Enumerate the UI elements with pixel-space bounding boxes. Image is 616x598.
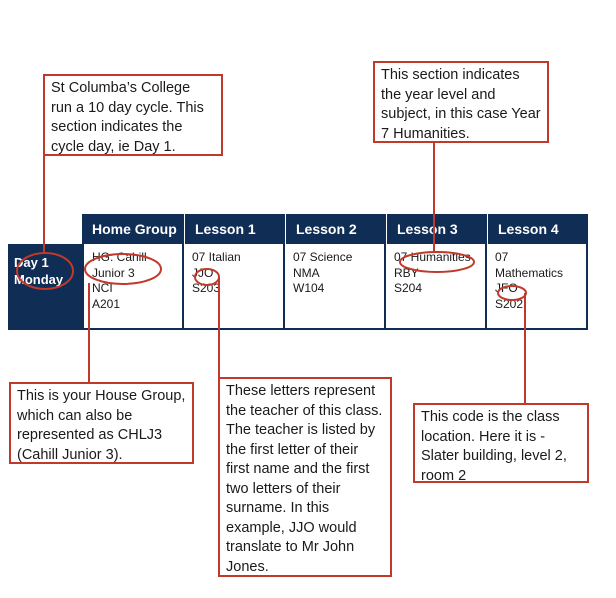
cell-lesson-4 (487, 244, 588, 330)
day-number: Day 1 (14, 255, 49, 270)
lesson-4-room: S202 (495, 296, 524, 311)
cell-lesson-3 (386, 244, 487, 330)
callout-cycle-day: St Columba’s College run a 10 day cycle. This section indicates the cycle day, ie Day 1. (43, 74, 223, 156)
header-lesson-3: Lesson 3 (386, 214, 487, 244)
lesson-2-subject: 07 Science (293, 250, 353, 264)
day-cell (8, 244, 82, 330)
home-group-room: A201 (92, 296, 121, 311)
lesson-4-subject: 07 Mathematics (495, 250, 564, 280)
lesson-2-teacher: NMA (293, 265, 320, 280)
lesson-1-teacher: JJO (192, 265, 214, 280)
lesson-3-room: S204 (394, 281, 423, 295)
cell-home-group (82, 244, 184, 330)
lesson-3-teacher: RBY (394, 265, 419, 280)
lesson-3-subject: 07 Humanities (394, 250, 471, 264)
header-lesson-4: Lesson 4 (487, 214, 588, 244)
home-group-level: Junior 3 (92, 265, 135, 280)
home-group-teacher: NCI (92, 281, 113, 295)
callout-location: This code is the class location. Here it is - Slater building, level 2, room 2 (413, 403, 589, 483)
lesson-4-teacher: JFO (495, 281, 518, 295)
lesson-2-room: W104 (293, 281, 325, 295)
callout-teacher: These letters represent the teacher of this class. The teacher is listed by the first letter of their first name and the first two letters of their surname. In this example, JJO would translate to Mr John Jones. (218, 377, 392, 577)
lesson-1-subject: 07 Italian (192, 250, 241, 264)
header-lesson-1: Lesson 1 (184, 214, 285, 244)
cell-lesson-1 (184, 244, 285, 330)
home-group-name: HG: Cahill (92, 250, 147, 264)
callout-year-subject: This section indicates the year level and subject, in this case Year 7 Humanities. (373, 61, 549, 143)
cell-lesson-2 (285, 244, 386, 330)
header-home-group: Home Group (82, 214, 184, 244)
lesson-1-room: S203 (192, 281, 221, 295)
day-weekday: Monday (14, 272, 64, 287)
header-lesson-2: Lesson 2 (285, 214, 386, 244)
callout-house-group: This is your House Group, which can also be represented as CHLJ3 (Cahill Junior 3). (9, 382, 194, 464)
